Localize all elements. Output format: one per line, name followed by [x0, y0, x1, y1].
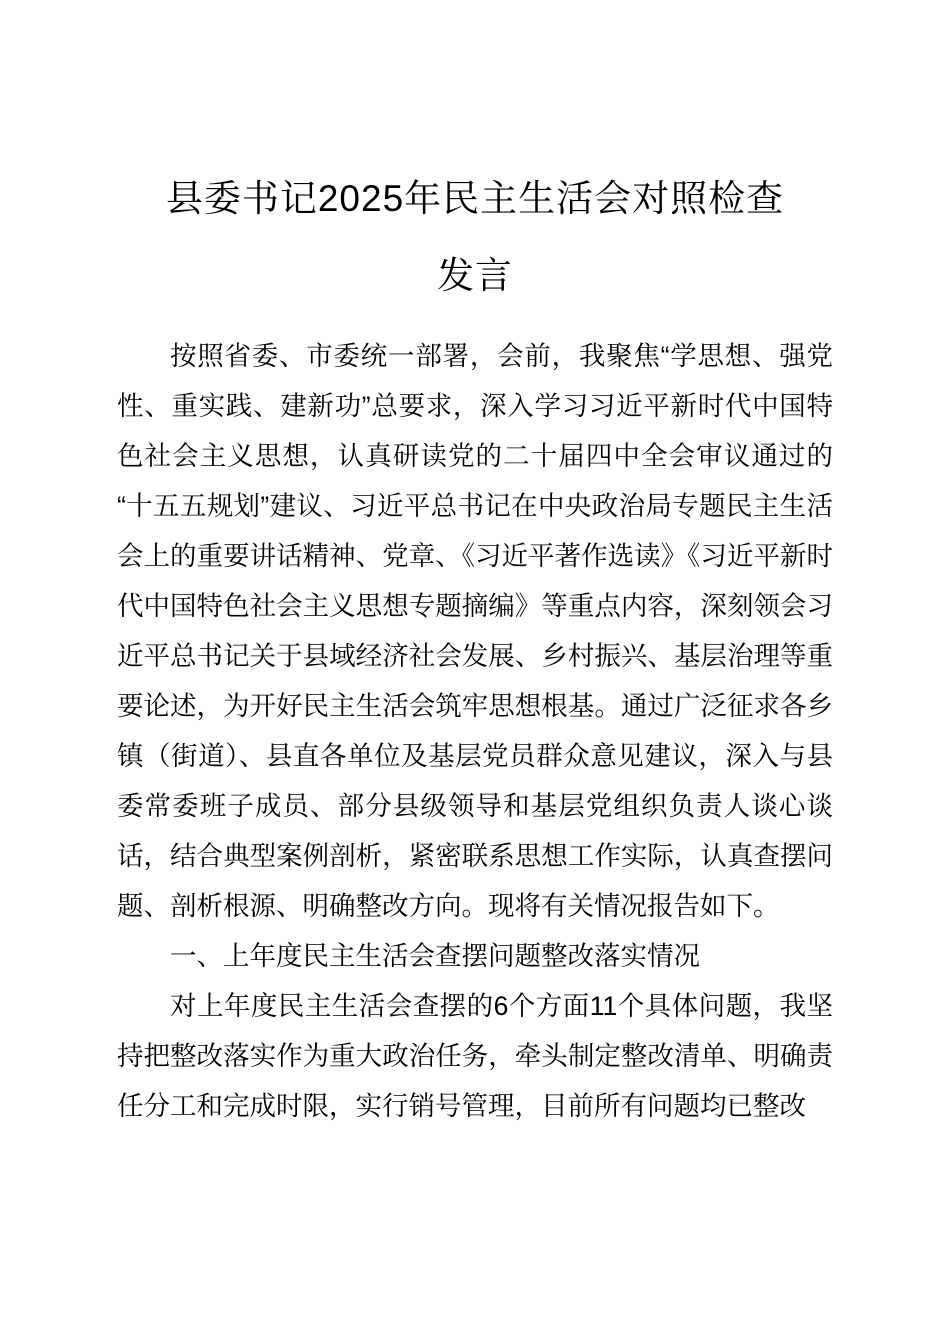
- section-heading: 一、上年度民主生活会查摆问题整改落实情况: [170, 941, 700, 971]
- paragraph-intro: 按照省委、市委统一部署，会前，我聚焦“学思想、强党性、重实践、建新功”总要求，深入学习习近平新时代中国特色社会主义思想，认真研读党的二十届四中全会审议通过的“十五五规划”建议、习近平总书记在中央政治局专题民主生活会上的重要讲话精神、党章、《习近平著作选读》《习近平新时代中国特色社会主义思想专题摘编》等重点内容，深刻领会习近平总书记关于县域经济社会发展、乡村振兴、基层治理等重要论述，为开好民主生活会筑牢思想根基。通过广泛征求各乡镇（街道）、县直各单位及基层党员群众意见建议，深入与县委常委班子成员、部分县级领导和基层党组织负责人谈心谈话，结合典型案例剖析，紧密联系思想工作实际，认真查摆问题、剖析根源、明确整改方向。现将有关情况报告如下。: [117, 341, 833, 921]
- document-title: [117, 160, 833, 314]
- document-body: [117, 331, 833, 1131]
- paragraph-rectification: 对上年度民主生活会查摆的6个方面11个具体问题，我坚持把整改落实作为重大政治任务，牵头制定整改清单、明确责任分工和完成时限，实行销号管理，目前所有问题均已整改: [117, 991, 833, 1121]
- title-line-2: 发言: [437, 255, 513, 296]
- title-line-1: 县委书记2025年民主生活会对照检查: [165, 178, 785, 219]
